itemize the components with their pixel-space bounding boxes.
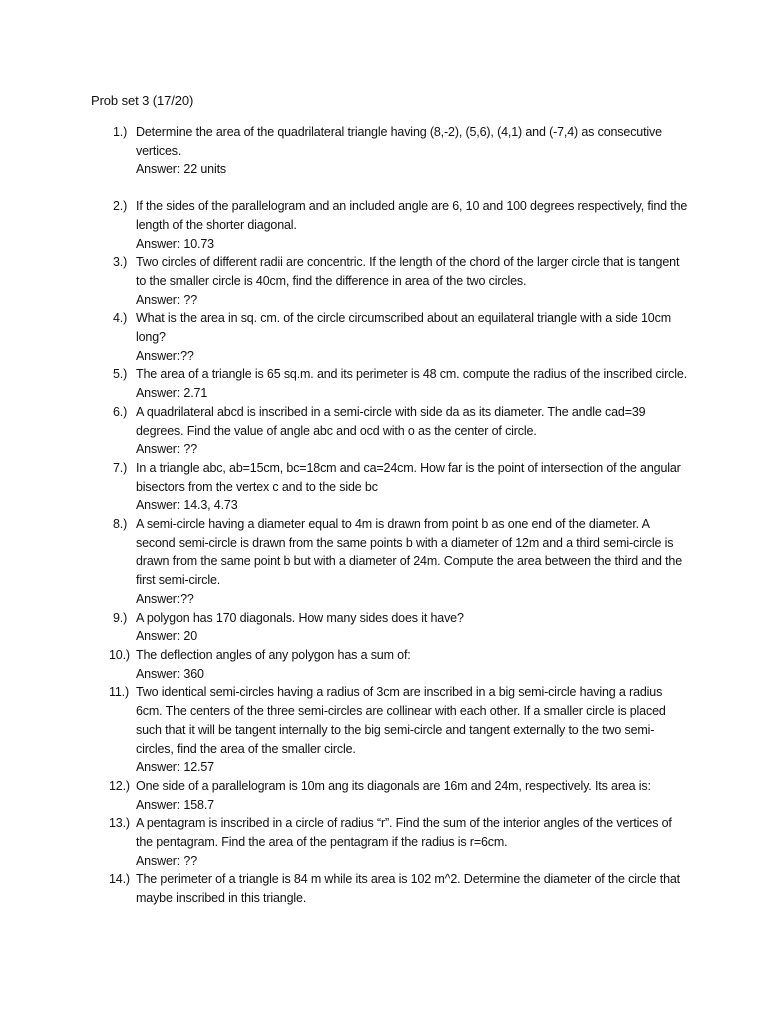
problem-number: 6.) <box>113 404 128 419</box>
problem-question: Two circles of different radii are concentric. If the length of the chord of the larger circle that is tangent to the smaller circle is 40cm, find the difference in area of the two circles. <box>136 255 680 288</box>
problem-question: The area of a triangle is 65 sq.m. and its perimeter is 48 cm. compute the radius of the inscribed circle. <box>136 367 688 382</box>
problem-question: A polygon has 170 diagonals. How many sides does it have? <box>136 610 464 625</box>
problem-answer: Answer:?? <box>136 348 194 363</box>
problem-answer: Answer: 360 <box>136 666 204 681</box>
problem-answer: Answer: ?? <box>136 853 198 868</box>
problem-item <box>91 814 691 870</box>
problem-number: 3.) <box>113 255 128 270</box>
problem-answer: Answer: ?? <box>136 292 198 307</box>
problem-question: Determine the area of the quadrilateral triangle having (8,-2), (5,6), (4,1) and (-7,4) as consecutive vertices. <box>136 125 662 158</box>
problem-question: The deflection angles of any polygon has a sum of: <box>136 647 411 662</box>
problem-number: 9.) <box>113 610 128 625</box>
problem-question: The perimeter of a triangle is 84 m while its area is 102 m^2. Determine the diameter of the circle that maybe inscribed in this triangle. <box>136 872 680 906</box>
problem-answer: Answer: 158.7 <box>136 797 214 812</box>
problem-item <box>91 777 691 814</box>
problem-number: 12.) <box>109 778 130 793</box>
problem-number: 5.) <box>113 367 128 382</box>
problem-item <box>91 646 691 683</box>
problem-question: Two identical semi-circles having a radius of 3cm are inscribed in a big semi-circle having a radius 6cm. The centers of the three semi-circles are collinear with each other. If a smaller circle is placed such that it will be tangent internally to the big semi-circle and tangent externally to the two semi-circles, find the area of the smaller circle. <box>136 685 666 756</box>
problem-list <box>91 123 691 908</box>
problem-item <box>91 123 691 179</box>
problem-question: What is the area in sq. cm. of the circle circumscribed about an equilateral triangle with a side 10cm long? <box>136 311 671 345</box>
problem-answer: Answer: 14.3, 4.73 <box>136 498 238 513</box>
problem-answer: Answer: 22 units <box>136 162 227 177</box>
problem-item <box>91 515 691 609</box>
problem-answer: Answer: 2.71 <box>136 386 208 401</box>
problem-number: 4.) <box>113 311 128 326</box>
problem-answer: Answer: ?? <box>136 442 198 457</box>
problem-item <box>91 870 691 907</box>
problem-item <box>91 459 691 515</box>
problem-number: 7.) <box>113 460 128 475</box>
problem-question: A semi-circle having a diameter equal to 4m is drawn from point b as one end of the diameter. A second semi-circle is drawn from the same points b with a diameter of 12m and a third semi-circle is drawn from the same point b but with a diameter of 24m. Compute the area between the third and the first semi-circle. <box>136 517 683 588</box>
problem-question: A pentagram is inscribed in a circle of radius “r”. Find the sum of the interior angles of the vertices of the pentagram. Find the area of the pentagram if the radius is r=6cm. <box>136 816 672 850</box>
problem-item <box>91 253 691 309</box>
problem-question: A quadrilateral abcd is inscribed in a semi-circle with side da as its diameter. The andle cad=39 degrees. Find the value of angle abc and ocd with o as the center of circle. <box>136 404 646 438</box>
problem-number: 11.) <box>109 685 130 700</box>
problem-question: In a triangle abc, ab=15cm, bc=18cm and ca=24cm. How far is the point of intersection of the angular bisectors from the vertex c and to the side bc <box>136 460 681 494</box>
problem-number: 10.) <box>109 647 130 662</box>
problem-number: 1.) <box>113 125 128 139</box>
problem-answer: Answer: 10.73 <box>136 236 214 251</box>
problem-question: One side of a parallelogram is 10m ang its diagonals are 16m and 24m, respectively. Its area is: <box>136 778 651 793</box>
problem-item <box>91 309 691 365</box>
problem-answer: Answer: 20 <box>136 629 198 644</box>
problem-number: 13.) <box>109 816 130 831</box>
problem-answer: Answer:?? <box>136 591 194 606</box>
problem-item <box>91 403 691 459</box>
problem-item <box>91 609 691 646</box>
problem-number: 8.) <box>113 517 128 532</box>
problem-number: 14.) <box>109 872 130 887</box>
problem-set-title: Prob set 3 (17/20) <box>91 93 194 108</box>
problem-item <box>91 365 691 402</box>
problem-question: If the sides of the parallelogram and an included angle are 6, 10 and 100 degrees respectively, find the length of the shorter diagonal. <box>136 199 688 232</box>
problem-number: 2.) <box>113 199 128 214</box>
problem-item <box>91 197 691 253</box>
problem-answer: Answer: 12.57 <box>136 760 214 775</box>
problem-item <box>91 683 691 777</box>
